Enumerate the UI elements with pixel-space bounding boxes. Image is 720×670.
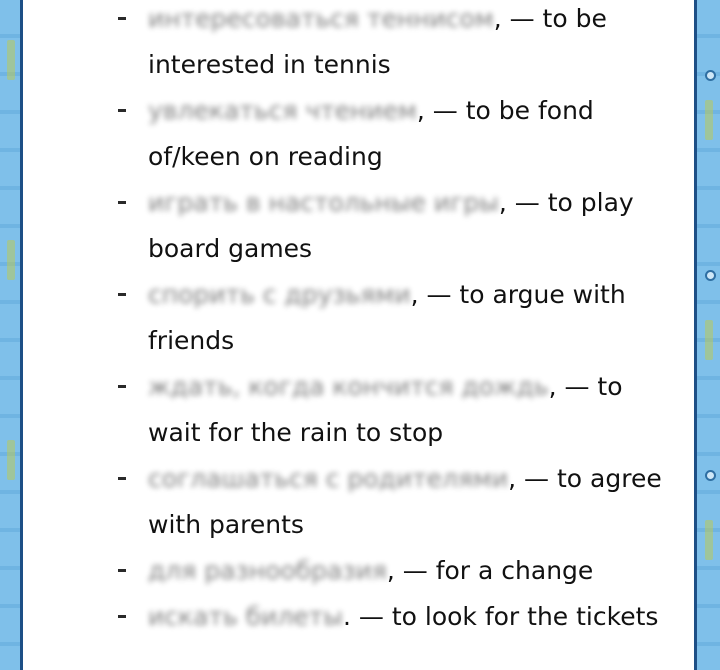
- decor-icon: [705, 520, 713, 560]
- ring-icon: [705, 470, 716, 481]
- decor-icon: [7, 440, 15, 480]
- phrase-english: to agree with parents: [148, 464, 662, 539]
- list-item: ждать, когда кончится дождь, — to wait for the rain to stop: [148, 364, 668, 456]
- bullet-icon: [118, 17, 126, 20]
- decor-icon: [7, 240, 15, 280]
- phrase-russian: искать билеты: [148, 602, 343, 631]
- phrase-russian: увлекаться чтением: [148, 96, 417, 125]
- phrase-russian: спорить с друзьями: [148, 280, 411, 309]
- bullet-icon: [118, 615, 126, 618]
- list-item: искать билеты. — to look for the tickets: [148, 594, 668, 640]
- bullet-icon: [118, 477, 126, 480]
- bullet-icon: [118, 569, 126, 572]
- bullet-icon: [118, 201, 126, 204]
- decor-icon: [705, 320, 713, 360]
- list-item: увлекаться чтением, — to be fond of/keen on reading: [148, 88, 668, 180]
- phrase-russian: ждать, когда кончится дождь: [148, 372, 549, 401]
- phrase-english: to play board games: [148, 188, 634, 263]
- phrase-english: to wait for the rain to stop: [148, 372, 623, 447]
- phrase-english: to look for the tickets: [391, 602, 659, 631]
- phrase-english: to argue with friends: [148, 280, 626, 355]
- phrase-english: to be interested in tennis: [148, 4, 607, 79]
- phrase-english: for a change: [435, 556, 594, 585]
- phrase-english: to be fond of/keen on reading: [148, 96, 594, 171]
- list-item: для разнообразия, — for a change: [148, 548, 668, 594]
- ring-icon: [705, 70, 716, 81]
- list-item: спорить с друзьями, — to argue with friends: [148, 272, 668, 364]
- ring-icon: [705, 270, 716, 281]
- phrase-list: [148, 0, 668, 640]
- phrase-russian: соглашаться с родителями: [148, 464, 509, 493]
- content-panel: [20, 0, 697, 670]
- left-decorative-border: [0, 0, 22, 670]
- list-item: соглашаться с родителями, — to agree with parents: [148, 456, 668, 548]
- bullet-icon: [118, 109, 126, 112]
- phrase-russian: играть в настольные игры: [148, 188, 499, 217]
- phrase-russian: для разнообразия: [148, 556, 387, 585]
- decor-icon: [7, 40, 15, 80]
- phrase-russian: интересоваться теннисом: [148, 4, 494, 33]
- list-item: играть в настольные игры, — to play board games: [148, 180, 668, 272]
- bullet-icon: [118, 385, 126, 388]
- right-decorative-border: [697, 0, 720, 670]
- bullet-icon: [118, 293, 126, 296]
- decor-icon: [705, 100, 713, 140]
- list-item: интересоваться теннисом, — to be interested in tennis: [148, 0, 668, 88]
